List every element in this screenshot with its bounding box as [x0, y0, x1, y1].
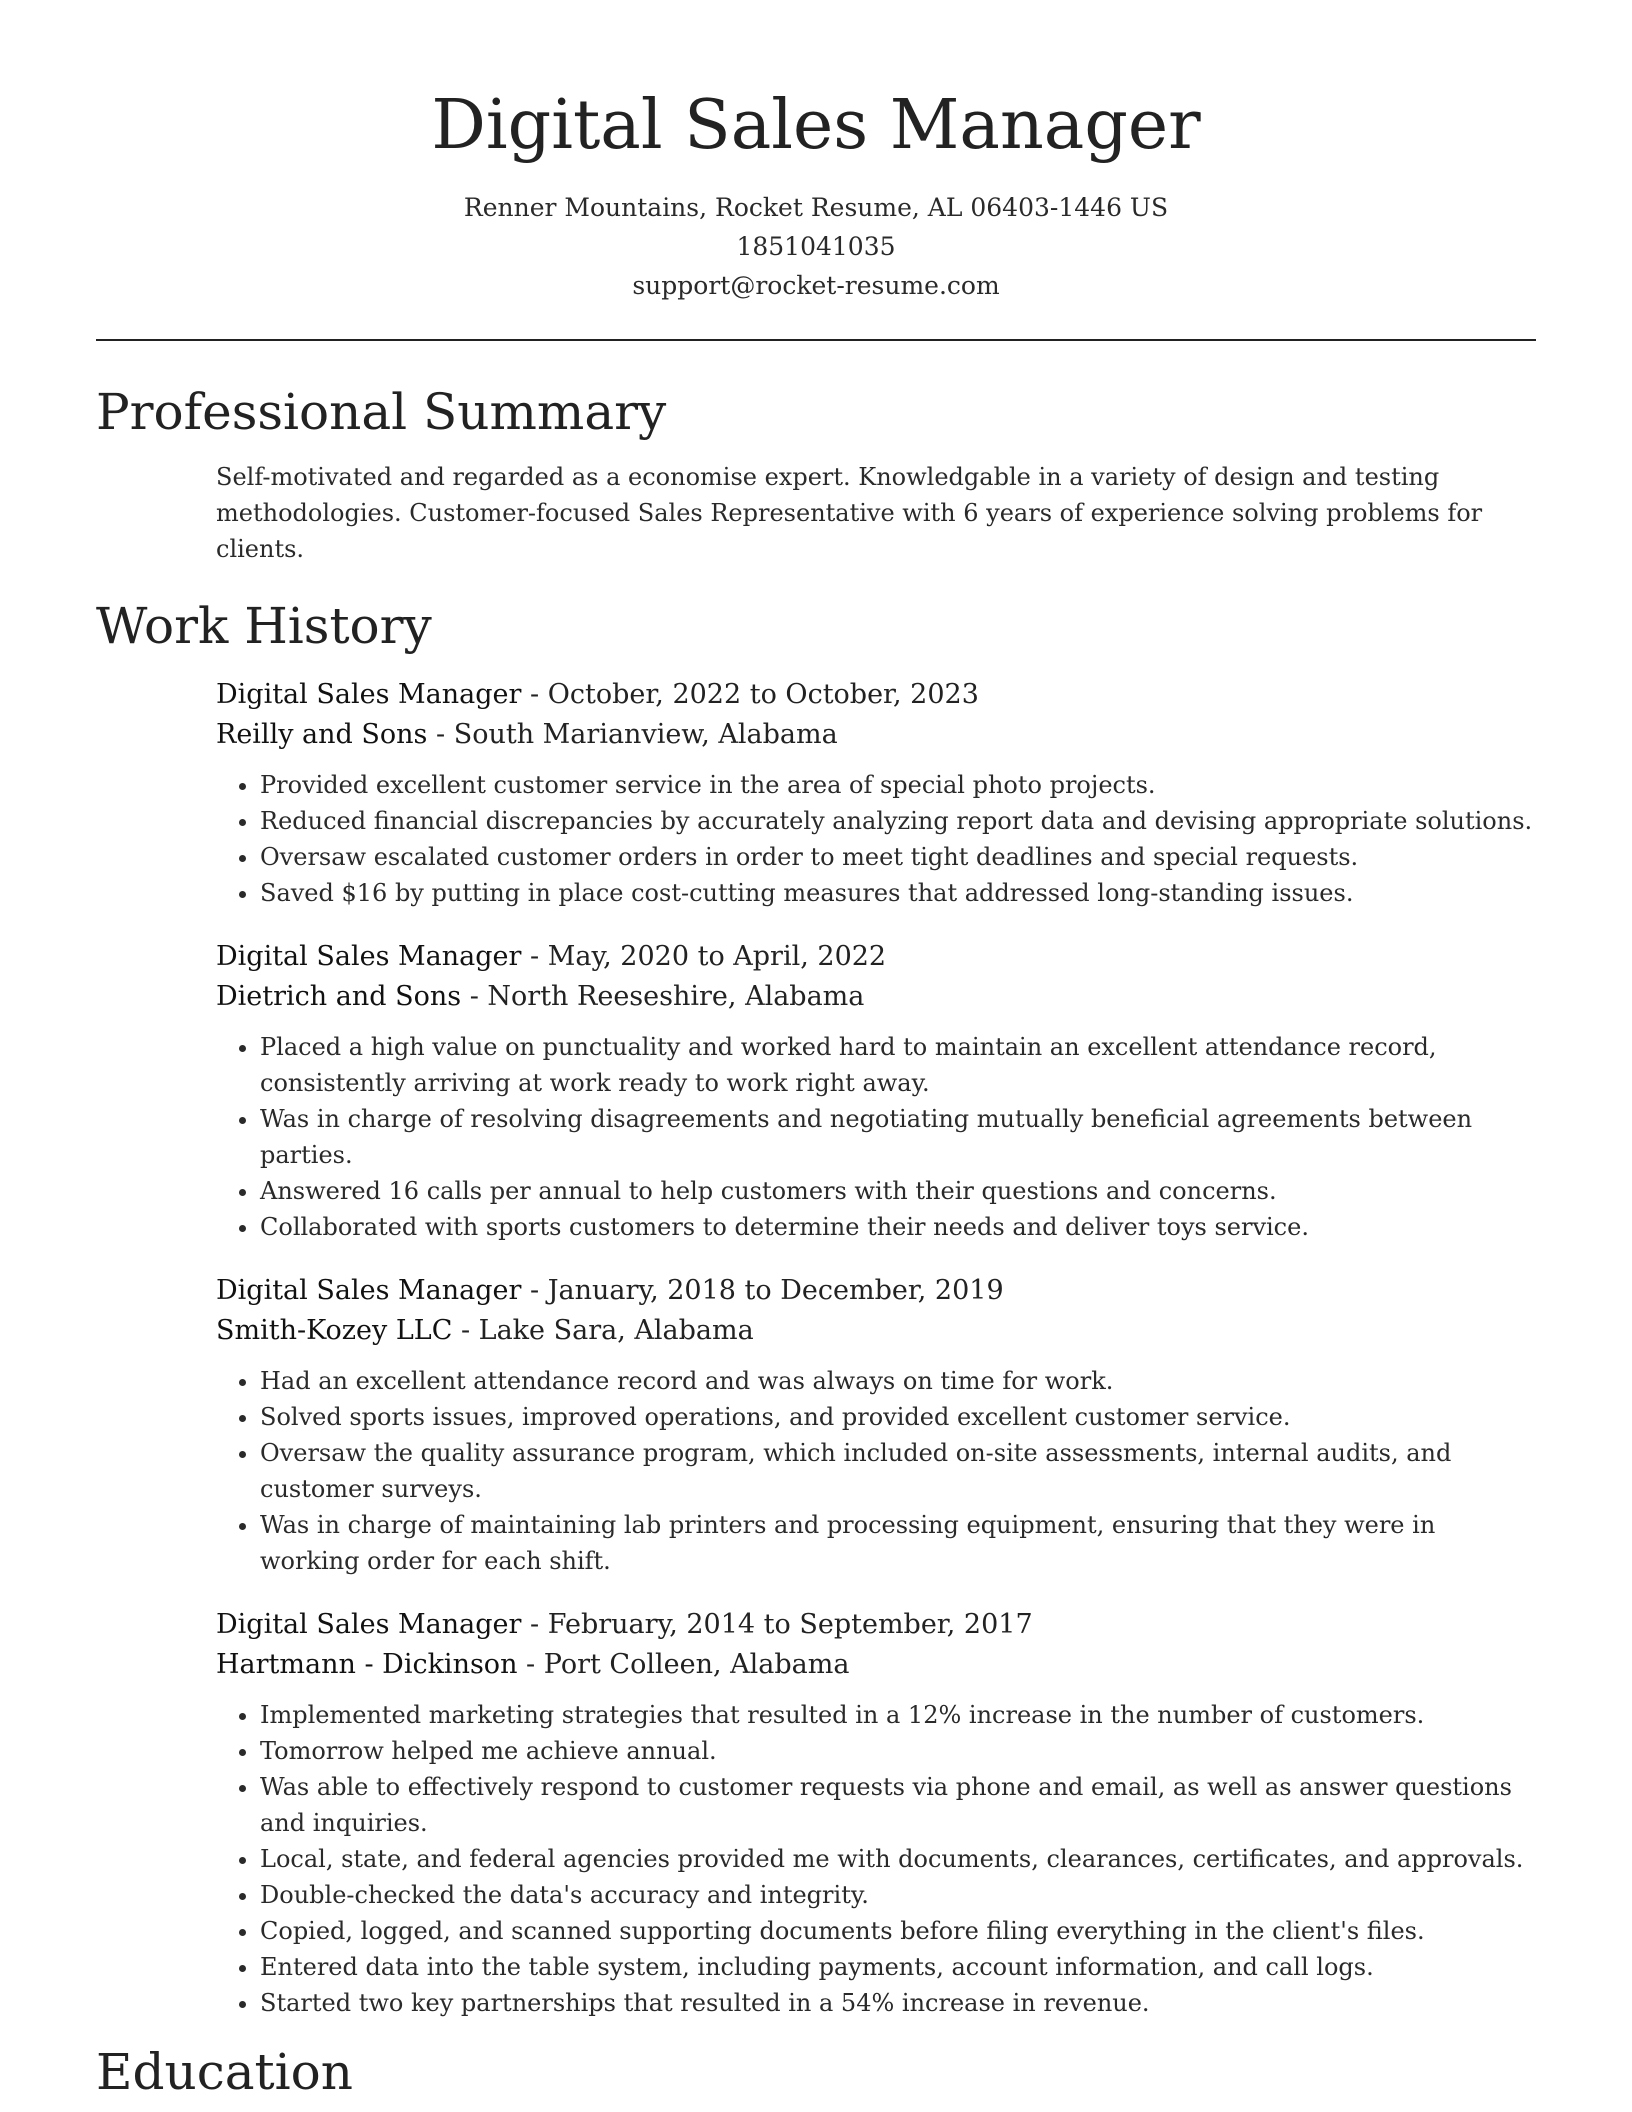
job-bullets — [216, 1029, 1536, 1245]
list-item: • Copied, logged, and scanned supporting documents before filing everything in the client's files. — [260, 1913, 1536, 1949]
job-dates: October, 2022 to October, 2023 — [547, 679, 979, 710]
job-dates: February, 2014 to September, 2017 — [547, 1609, 1033, 1640]
job-role: Digital Sales Manager — [216, 1275, 522, 1306]
resume-page — [96, 0, 1536, 2107]
list-item: • Placed a high value on punctuality and worked hard to maintain an excellent attendance record, consistently arriving at work ready to work right away. — [260, 1029, 1536, 1101]
list-item: • Local, state, and federal agencies provided me with documents, clearances, certificates, and approvals. — [260, 1841, 1536, 1877]
list-item: • Oversaw escalated customer orders in order to meet tight deadlines and special requests. — [260, 839, 1536, 875]
job-dates: January, 2018 to December, 2019 — [547, 1275, 1004, 1306]
job-bullets — [216, 1697, 1536, 2021]
list-item: • Provided excellent customer service in the area of special photo projects. — [260, 767, 1536, 803]
separator: - — [521, 1609, 548, 1640]
list-item: • Tomorrow helped me achieve annual. — [260, 1733, 1536, 1769]
address: Renner Mountains, Rocket Resume, AL 06403-1446 US — [463, 193, 1169, 222]
job-role-line — [216, 1271, 1536, 1311]
list-item: • Was in charge of resolving disagreements and negotiating mutually beneficial agreements between parties. — [260, 1101, 1536, 1173]
summary-heading: Professional Summary — [96, 383, 667, 441]
resume-header — [96, 0, 1536, 305]
list-item: • Reduced financial discrepancies by accurately analyzing report data and devising appropriate solutions. — [260, 803, 1536, 839]
job-location: North Reeseshire, Alabama — [487, 981, 865, 1012]
phone: 1851041035 — [736, 232, 896, 261]
list-item: • Solved sports issues, improved operations, and provided excellent customer service. — [260, 1399, 1536, 1435]
work-history-list — [96, 675, 1536, 2021]
job-company: Dietrich and Sons — [216, 981, 462, 1012]
job-role-line — [216, 1605, 1536, 1645]
work-history-heading: Work History — [96, 597, 432, 655]
list-item: • Was able to effectively respond to customer requests via phone and email, as well as answer questions and inquiries. — [260, 1769, 1536, 1841]
candidate-title: Digital Sales Manager — [431, 86, 1201, 165]
separator: - — [521, 1275, 548, 1306]
list-item: • Oversaw the quality assurance program, which included on-site assessments, internal audits, and customer surveys. — [260, 1435, 1536, 1507]
job-location: Lake Sara, Alabama — [478, 1315, 754, 1346]
list-item: • Was in charge of maintaining lab printers and processing equipment, ensuring that they were in working order for each shift. — [260, 1507, 1536, 1579]
job-bullets — [216, 767, 1536, 911]
job-company: Reilly and Sons — [216, 719, 428, 750]
contact-block — [96, 188, 1536, 305]
list-item: • Entered data into the table system, including payments, account information, and call logs. — [260, 1949, 1536, 1985]
email: support@rocket-resume.com — [632, 271, 1000, 300]
list-item: • Double-checked the data's accuracy and integrity. — [260, 1877, 1536, 1913]
separator: - — [521, 941, 548, 972]
job-entry — [216, 675, 1536, 911]
job-entry — [216, 1271, 1536, 1579]
list-item: • Started two key partnerships that resulted in a 54% increase in revenue. — [260, 1985, 1536, 2021]
separator: - — [427, 719, 454, 750]
job-entry — [216, 1605, 1536, 2021]
job-company: Smith-Kozey LLC — [216, 1315, 453, 1346]
job-role: Digital Sales Manager — [216, 679, 522, 710]
job-location: South Marianview, Alabama — [453, 719, 838, 750]
list-item: • Answered 16 calls per annual to help customers with their questions and concerns. — [260, 1173, 1536, 1209]
separator: - — [461, 981, 488, 1012]
list-item: • Saved $16 by putting in place cost-cutting measures that addressed long-standing issues. — [260, 875, 1536, 911]
job-bullets — [216, 1363, 1536, 1579]
education-heading: Education — [96, 2043, 353, 2101]
job-company-line — [216, 1645, 1536, 1685]
job-company-line — [216, 715, 1536, 755]
job-company: Hartmann - Dickinson — [216, 1649, 518, 1680]
job-role: Digital Sales Manager — [216, 941, 522, 972]
job-role-line — [216, 937, 1536, 977]
job-dates: May, 2020 to April, 2022 — [547, 941, 887, 972]
separator: - — [452, 1315, 479, 1346]
summary-text: Self-motivated and regarded as a economise expert. Knowledgable in a variety of design and testing methodologies. Customer-focused Sales Representative with 6 years of experience solving problems for clients. — [216, 463, 1483, 563]
separator: - — [521, 679, 548, 710]
header-divider — [96, 339, 1536, 341]
job-role: Digital Sales Manager — [216, 1609, 522, 1640]
list-item: • Implemented marketing strategies that resulted in a 12% increase in the number of customers. — [260, 1697, 1536, 1733]
job-company-line — [216, 977, 1536, 1017]
list-item: • Collaborated with sports customers to determine their needs and deliver toys service. — [260, 1209, 1536, 1245]
list-item: • Had an excellent attendance record and was always on time for work. — [260, 1363, 1536, 1399]
separator: - — [517, 1649, 544, 1680]
job-location: Port Colleen, Alabama — [543, 1649, 850, 1680]
job-role-line — [216, 675, 1536, 715]
job-entry — [216, 937, 1536, 1245]
job-company-line — [216, 1311, 1536, 1351]
